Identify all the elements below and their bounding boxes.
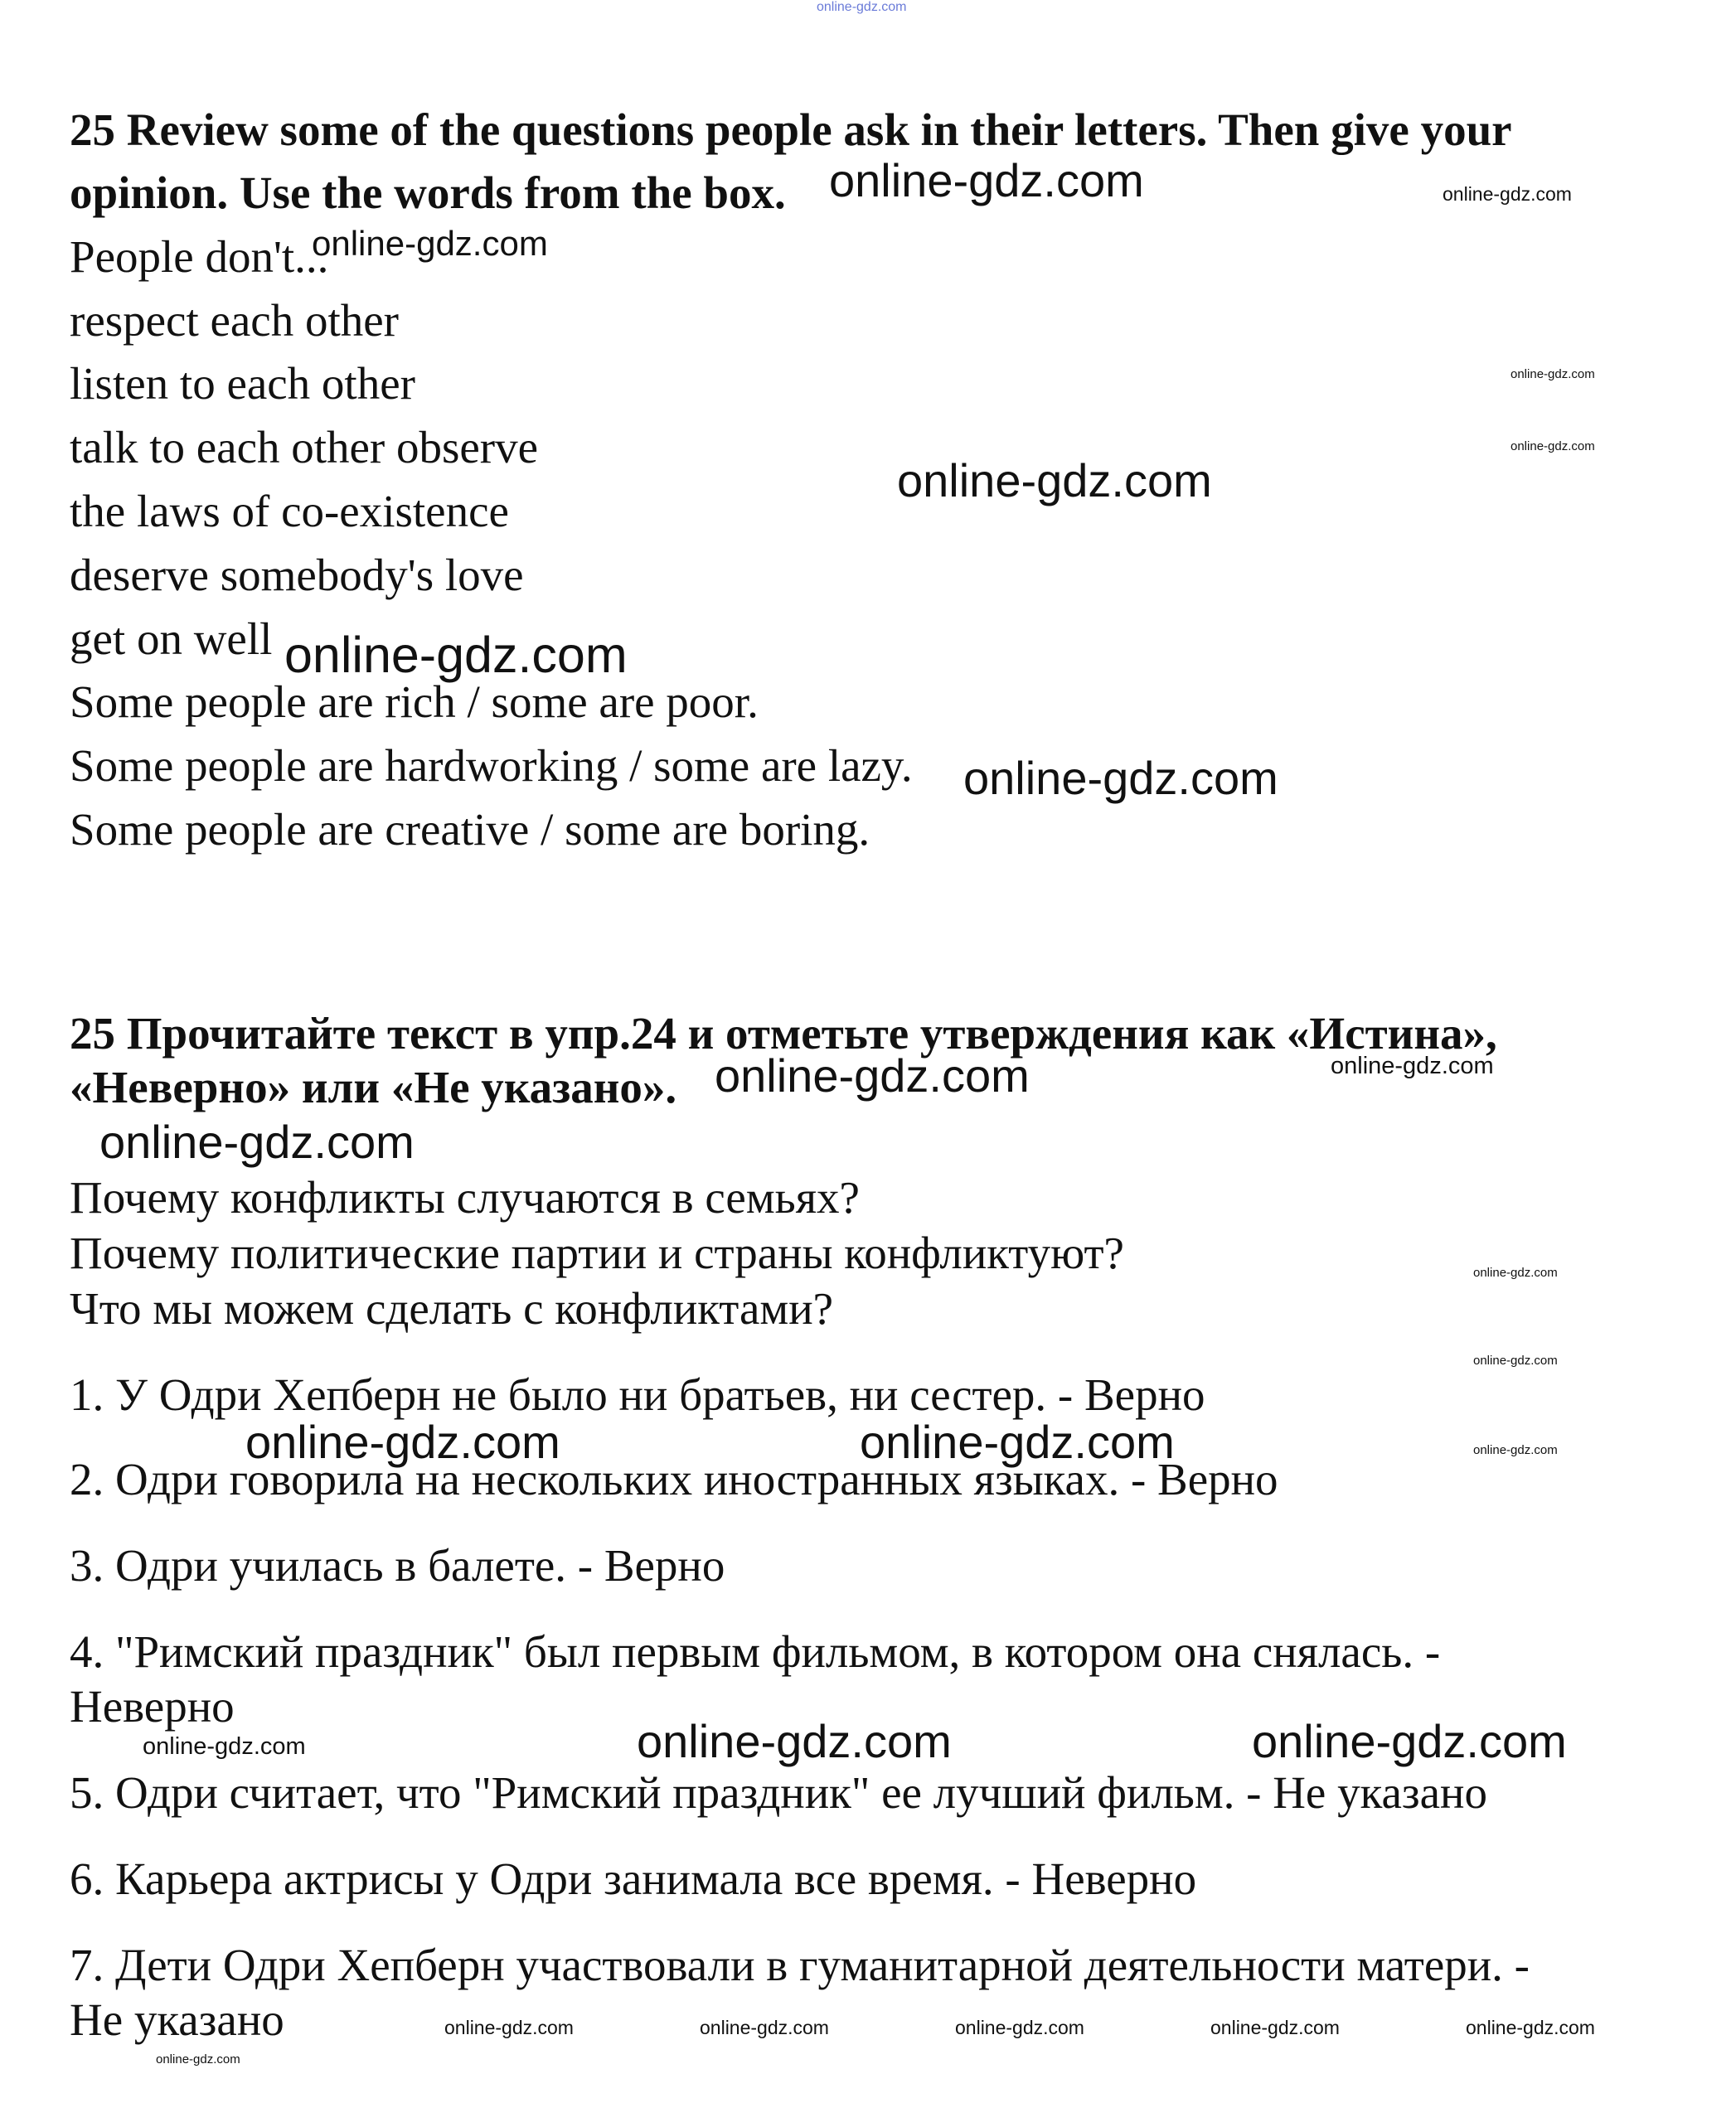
english-line: People don't... <box>70 231 329 282</box>
watermark: online-gdz.com <box>1210 2017 1340 2038</box>
russian-heading-line2: «Неверно» или «Не указано». <box>70 1062 677 1112</box>
english-line: the laws of co-existence <box>70 486 509 536</box>
watermark: online-gdz.com <box>700 2017 829 2038</box>
english-heading-line1: 25 Review some of the questions people ask in their letters. Then give your <box>70 104 1512 155</box>
watermark: online-gdz.com <box>245 1416 560 1468</box>
english-line: Some people are creative / some are boring. <box>70 804 870 855</box>
watermark: online-gdz.com <box>312 224 548 263</box>
russian-heading-line1: 25 Прочитайте текст в упр.24 и отметьте утверждения как «Истина», <box>70 1008 1497 1059</box>
english-line: listen to each other <box>70 358 415 409</box>
watermark: online-gdz.com <box>284 627 628 683</box>
watermark: online-gdz.com <box>955 2017 1084 2038</box>
russian-question: Почему конфликты случаются в семьях? <box>70 1172 860 1223</box>
watermark-top: online-gdz.com <box>817 0 907 14</box>
watermark: online-gdz.com <box>860 1416 1175 1468</box>
watermark: online-gdz.com <box>963 752 1278 804</box>
watermark: online-gdz.com <box>637 1715 952 1767</box>
watermark: online-gdz.com <box>1331 1053 1494 1079</box>
russian-answer: 3. Одри училась в балете. - Верно <box>70 1540 725 1591</box>
watermark: online-gdz.com <box>1443 183 1572 205</box>
watermark: online-gdz.com <box>1473 1266 1558 1280</box>
watermark: online-gdz.com <box>1466 2017 1595 2038</box>
english-line: Some people are rich / some are poor. <box>70 676 759 727</box>
russian-answer: 5. Одри считает, что "Римский праздник" ее лучший фильм. - Не указано <box>70 1767 1487 1818</box>
watermark: online-gdz.com <box>143 1733 306 1760</box>
english-line: Some people are hardworking / some are lazy. <box>70 740 913 791</box>
russian-answer: Неверно <box>70 1681 235 1732</box>
english-line: get on well <box>70 613 273 664</box>
watermark: online-gdz.com <box>715 1049 1030 1102</box>
russian-answer: 6. Карьера актрисы у Одри занимала все время. - Неверно <box>70 1853 1197 1904</box>
english-line: talk to each other observe <box>70 422 539 472</box>
russian-answer: 7. Дети Одри Хепберн участвовали в гуманитарной деятельности матери. - <box>70 1940 1530 1990</box>
watermark: online-gdz.com <box>1511 439 1595 453</box>
russian-answer: Не указано <box>70 1994 284 2045</box>
watermark: online-gdz.com <box>1473 1443 1558 1457</box>
watermark: online-gdz.com <box>897 454 1212 506</box>
watermark: online-gdz.com <box>1473 1354 1558 1368</box>
watermark: online-gdz.com <box>1511 367 1595 381</box>
english-line: respect each other <box>70 295 399 346</box>
watermark: online-gdz.com <box>1252 1715 1567 1767</box>
watermark: online-gdz.com <box>444 2017 574 2038</box>
russian-answer: 4. "Римский праздник" был первым фильмом, в котором она снялась. - <box>70 1626 1441 1677</box>
english-heading-line2: opinion. Use the words from the box. <box>70 167 786 218</box>
russian-question: Что мы можем сделать с конфликтами? <box>70 1283 834 1334</box>
russian-question: Почему политические партии и страны конфликтуют? <box>70 1228 1124 1278</box>
watermark: online-gdz.com <box>99 1116 415 1168</box>
watermark: online-gdz.com <box>156 2052 240 2066</box>
watermark: online-gdz.com <box>829 154 1144 206</box>
english-line: deserve somebody's love <box>70 550 524 600</box>
russian-answer: 2. Одри говорила на нескольких иностранных языках. - Верно <box>70 1454 1278 1504</box>
russian-answer: 1. У Одри Хепберн не было ни братьев, ни сестер. - Верно <box>70 1369 1205 1420</box>
